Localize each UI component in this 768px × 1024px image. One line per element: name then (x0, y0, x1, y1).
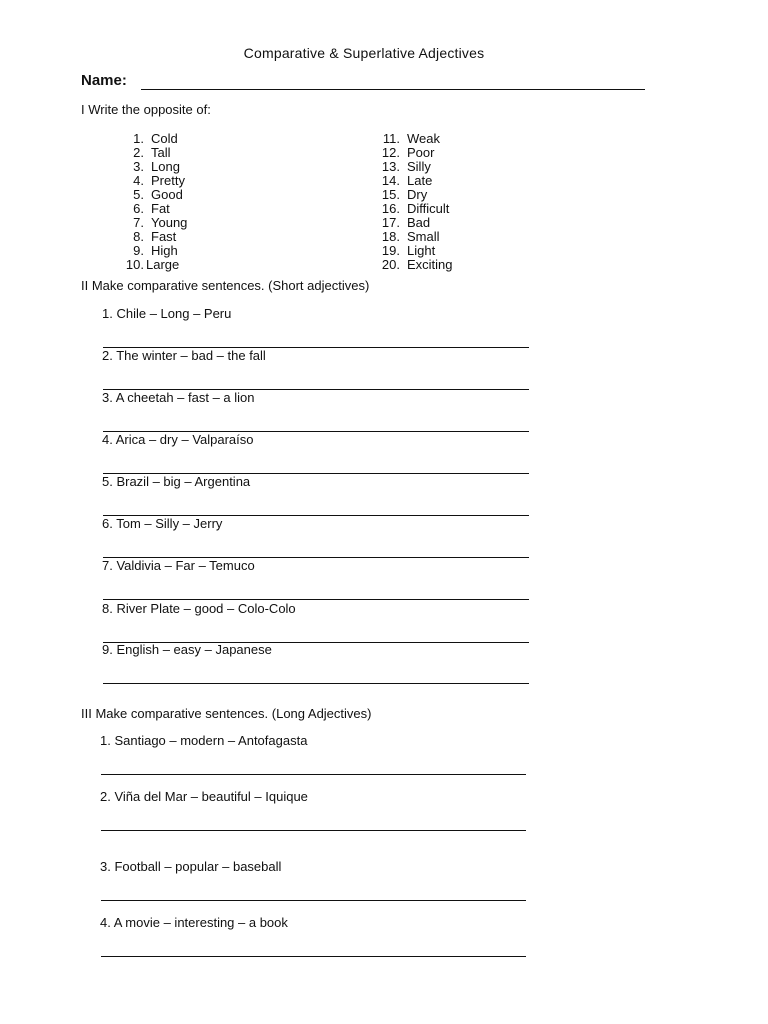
answer-line[interactable] (103, 599, 529, 600)
vocab-item-number: 13. (381, 159, 400, 174)
vocab-item-word: Long (151, 159, 180, 174)
vocab-item-word: High (151, 243, 178, 258)
vocab-item (122, 258, 187, 272)
vocab-item (122, 216, 187, 230)
vocab-item (122, 174, 187, 188)
vocab-item-number: 1. (133, 131, 144, 146)
vocab-item-number: 6. (133, 201, 144, 216)
exercise-prompt: 9. English – easy – Japanese (102, 642, 272, 657)
vocab-item-word: Cold (151, 131, 178, 146)
vocab-item (122, 202, 187, 216)
page-title: Comparative & Superlative Adjectives (243, 45, 485, 61)
vocab-item (378, 188, 453, 202)
vocab-item-number: 18. (381, 229, 400, 244)
section2-heading: II Make comparative sentences. (Short adjectives) (81, 278, 370, 293)
vocab-item-number: 15. (381, 187, 400, 202)
vocab-item (122, 188, 187, 202)
vocab-item (122, 146, 187, 160)
vocab-item-word: Light (407, 243, 436, 258)
name-label: Name: (81, 72, 127, 89)
vocab-item-word: Good (151, 187, 183, 202)
vocab-item-word: Difficult (407, 201, 450, 216)
exercise-prompt: 7. Valdivia – Far – Temuco (102, 558, 255, 573)
vocab-item-word: Exciting (407, 257, 453, 272)
vocab-column-left (122, 132, 187, 272)
vocab-column-right (378, 132, 453, 272)
vocab-item (122, 132, 187, 146)
exercise-prompt: 5. Brazil – big – Argentina (102, 474, 251, 489)
vocab-item (378, 146, 453, 160)
vocab-item-number: 19. (381, 243, 400, 258)
vocab-item-word: Fat (151, 201, 170, 216)
vocab-item-number: 16. (381, 201, 400, 216)
exercise-prompt: 8. River Plate – good – Colo-Colo (102, 601, 296, 616)
vocab-item (378, 230, 453, 244)
vocab-item (378, 132, 453, 146)
section3-heading: III Make comparative sentences. (Long Adjectives) (81, 706, 372, 721)
vocab-item (378, 216, 453, 230)
vocab-item-number: 5. (133, 187, 144, 202)
vocab-item (378, 244, 453, 258)
vocab-item-number: 14. (381, 173, 400, 188)
vocab-item-number: 12. (381, 145, 400, 160)
vocab-item-word: Tall (151, 145, 171, 160)
vocab-item-word: Fast (151, 229, 177, 244)
vocab-item (378, 258, 453, 272)
vocab-item-number: 9. (133, 243, 144, 258)
vocab-item (122, 244, 187, 258)
exercise-prompt: 6. Tom – Silly – Jerry (102, 516, 223, 531)
vocab-item-number: 2. (133, 145, 144, 160)
exercise-prompt: 1. Santiago – modern – Antofagasta (100, 733, 308, 748)
vocab-item-word: Pretty (151, 173, 185, 188)
vocab-item-number: 10. (125, 257, 144, 272)
vocab-item (122, 160, 187, 174)
vocab-item-word: Weak (407, 131, 440, 146)
exercise-prompt: 2. The winter – bad – the fall (102, 348, 266, 363)
exercise-prompt: 3. Football – popular – baseball (100, 859, 282, 874)
exercise-prompt: 4. Arica – dry – Valparaíso (102, 432, 254, 447)
vocab-item-word: Dry (407, 187, 428, 202)
answer-line[interactable] (101, 956, 526, 957)
vocab-item-number: 20. (381, 257, 400, 272)
section1-heading: I Write the opposite of: (81, 102, 211, 117)
vocab-item (122, 230, 187, 244)
vocab-item (378, 160, 453, 174)
answer-line[interactable] (101, 830, 526, 831)
vocab-item-number: 7. (133, 215, 144, 230)
name-field[interactable] (141, 89, 645, 90)
vocab-item-number: 3. (133, 159, 144, 174)
vocab-item-word: Small (407, 229, 440, 244)
exercise-prompt: 4. A movie – interesting – a book (100, 915, 288, 930)
exercise-prompt: 2. Viña del Mar – beautiful – Iquique (100, 789, 308, 804)
vocab-item-word: Poor (407, 145, 435, 160)
answer-line[interactable] (101, 774, 526, 775)
vocab-item-number: 11. (382, 131, 400, 146)
exercise-prompt: 3. A cheetah – fast – a lion (102, 390, 255, 405)
vocab-item-number: 17. (381, 215, 400, 230)
vocab-item-number: 4. (133, 173, 144, 188)
vocab-item-number: 8. (133, 229, 144, 244)
vocab-item (378, 174, 453, 188)
vocab-item-word: Large (146, 257, 180, 272)
vocab-item-word: Late (407, 173, 433, 188)
answer-line[interactable] (103, 683, 529, 684)
vocab-item-word: Young (151, 215, 188, 230)
vocab-item-word: Silly (407, 159, 431, 174)
answer-line[interactable] (101, 900, 526, 901)
vocab-item (378, 202, 453, 216)
vocab-item-word: Bad (407, 215, 431, 230)
exercise-prompt: 1. Chile – Long – Peru (102, 306, 232, 321)
